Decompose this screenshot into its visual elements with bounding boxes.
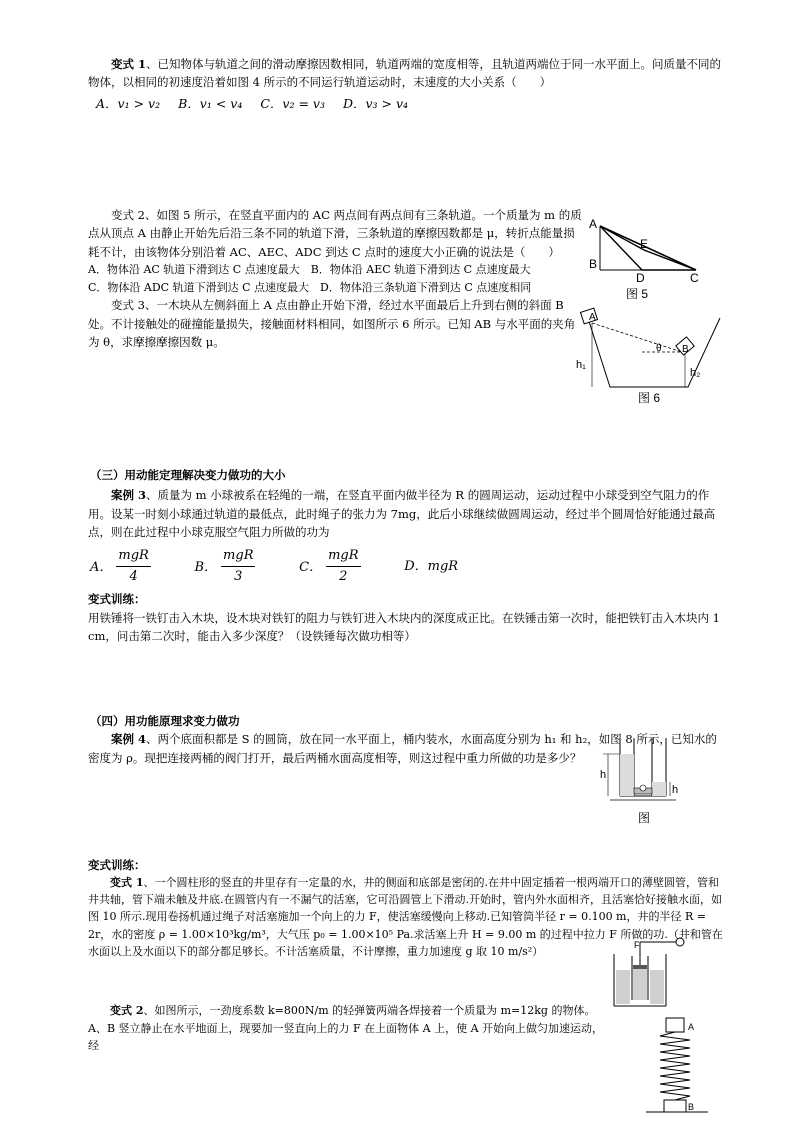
section-4-title: （四）用功能原理求变力做功 xyxy=(90,714,240,728)
fig5-label-b: B xyxy=(589,257,598,271)
fig8-label-h1: h xyxy=(600,769,607,781)
case-3-option-a-label: A． xyxy=(90,559,113,575)
fig6-label-h2: h₂ xyxy=(690,367,701,379)
fig6-label-theta: θ xyxy=(656,343,662,354)
case-3-option-c-denominator: 2 xyxy=(339,569,348,585)
training-2-v2-block xyxy=(88,1002,608,1055)
case-3-label: 案例 3 xyxy=(111,488,147,503)
fig6-label-a: A xyxy=(589,312,596,323)
case-3-option-a xyxy=(90,546,155,589)
training-2-v1-label: 变式 1 xyxy=(110,876,144,890)
fig6-label-b: B xyxy=(682,344,689,355)
figure-6 xyxy=(570,302,728,406)
case-4-label: 案例 4 xyxy=(111,732,147,747)
section-3-title: （三）用动能定理解决变力做功的大小 xyxy=(90,468,286,482)
training-2-v2-label: 变式 2 xyxy=(110,1004,144,1017)
variant-1-option-c: C．v₂ = v₃ xyxy=(260,95,325,111)
case-3-option-a-numerator: mgR xyxy=(116,546,150,568)
variant-2-text: 、如图 5 所示，在竖直平面内的 AC 两点间有两点间有三条轨道。一个质量为 m 的质点从顶点 A 由静止开始先后沿三条不同的轨道下滑，三条轨道的摩擦因数都是 μ，转折点能量损耗不计，由该物体分别沿着 AC、AEC、ADC 到达 C 点时的速度大小正确的说法是（ ） xyxy=(88,208,582,259)
case-3-option-b-fraction xyxy=(221,546,255,589)
training-2-label: 变式训练： xyxy=(88,858,146,872)
training-2-v1-text: 、一个圆柱形的竖直的井里存有一定量的水，井的侧面和底部是密闭的.在井中固定插着一根两端开口的薄壁圆管，管和井共轴，管下端未触及井底.在圆管内有一不漏气的活塞，它可沿圆管上下滑动.开始时，管内外水面相齐，且活塞恰好接触水面，如图 10 所示.现用卷扬机通过绳子对活塞施加一个向上的力 F，使活塞缓慢向上移动.已知管筒半径 r = 0.100 m，井的半径 R = 2r，水的密度 ρ = 1.00×10³kg/m³，大气压 p₀ = 1.00×10⁵ Pa.求活塞上升 H = 9.00 m 的过程中拉力 F 所做的功.（井和管在水面以上及水面以下的部分都足够长。不计活塞质量，不计摩擦，重力加速度 g 取 10 m/s²） xyxy=(88,876,723,958)
variant-2-block xyxy=(88,206,582,352)
fig5-caption: 图 5 xyxy=(626,287,649,301)
fig8-caption: 图 xyxy=(638,811,651,825)
variant-1-option-a: A．v₁ > v₂ xyxy=(96,95,161,111)
case-3-option-a-denominator: 4 xyxy=(129,569,138,585)
spring-label-a: A xyxy=(688,1022,695,1032)
fig8-label-h2: h xyxy=(672,784,679,796)
case-3-option-c xyxy=(299,546,364,589)
figure-5 xyxy=(586,214,710,304)
case-3-option-d: D．mgR xyxy=(404,559,459,575)
case-3-option-b-denominator: 3 xyxy=(234,569,243,585)
section-3-block xyxy=(88,466,728,645)
case-3-options xyxy=(88,546,728,589)
variant-3-label: 变式 3 xyxy=(111,298,145,313)
case-3-option-a-fraction xyxy=(116,546,150,589)
fig10-label-f: F xyxy=(634,940,640,950)
variant-3-paragraph xyxy=(88,296,582,351)
spring-label-b: B xyxy=(688,1102,695,1112)
fig5-label-a: A xyxy=(589,217,598,231)
variant-1-options xyxy=(88,94,728,114)
variant-1-paragraph xyxy=(88,55,728,92)
section-3-train-text: 用铁锤将一铁钉击入木块，设木块对铁钉的阻力与铁钉进入木块内的深度成正比。在铁锤击第一次时，能把铁钉击入木块内 1 cm，问击第二次时，能击入多少深度？（设铁锤每次做功相等） xyxy=(88,610,720,643)
case-3-option-c-numerator: mgR xyxy=(326,546,360,568)
figure-10 xyxy=(606,934,690,1014)
variant-1-option-b: B．v₁ < v₄ xyxy=(178,95,243,111)
variant-2-options-ab: A．物体沿 AC 轨道下滑到达 C 点速度最大 B．物体沿 AEC 轨道下滑到达 C 点速度最大 xyxy=(88,263,531,277)
case-3-option-b-label: B． xyxy=(194,559,218,575)
case-3-option-b-numerator: mgR xyxy=(221,546,255,568)
variant-1-block xyxy=(88,55,728,114)
variant-2-label: 变式 2 xyxy=(111,208,145,222)
case-3-option-c-fraction xyxy=(326,546,360,589)
variant-3-text: 、一木块从左侧斜面上 A 点由静止开始下滑，经过水平面最后上升到右侧的斜面 B 处。不计接触处的碰撞能量损失，接触面材料相同，如图所示 6 所示。已知 AB 与水平面的夹角为 θ，求摩擦摩擦因数 μ。 xyxy=(88,298,576,350)
section-3-train-label: 变式训练： xyxy=(88,592,146,607)
variant-2-paragraph xyxy=(88,206,582,261)
case-3-text: 、质量为 m 小球被系在轻绳的一端，在竖直平面内做半径为 R 的圆周运动，运动过程中小球受到空气阻力的作用。设某一时刻小球通过轨道的最低点，此时绳子的张力为 7mg，此后小球继续做圆周运动，经过半个圆周恰好能通过最高点，则在此过程中小球克服空气阻力所做的功为 xyxy=(88,488,716,540)
training-2-v2-paragraph xyxy=(88,1002,608,1055)
variant-2-options-cd: C．物体沿 ADC 轨道下滑到达 C 点速度最大 D．物体沿三条轨道下滑到达 C 点速度相同 xyxy=(88,280,532,294)
fig5-label-c: C xyxy=(690,271,699,285)
fig6-caption: 图 6 xyxy=(638,391,661,405)
case-3-option-b xyxy=(194,546,259,589)
fig5-label-d: D xyxy=(636,271,645,285)
training-2-v2-text: 、如图所示，一劲度系数 k=800N/m 的轻弹簧两端各焊接着一个质量为 m=12kg 的物体。A、B 竖立静止在水平地面上，现要加一竖直向上的力 F 在上面物体 A 上，使 A 开始向上做匀加速运动，经 xyxy=(88,1004,604,1053)
fig6-label-h1: h₁ xyxy=(576,359,586,371)
figure-8 xyxy=(600,734,690,826)
case-3-paragraph xyxy=(88,486,728,541)
variant-1-text: 、已知物体与轨道之间的滑动摩擦因数相同，轨道两端的宽度相等，且轨道两端位于同一水平面上。问质量不同的物体，以相同的初速度沿着如图 4 所示的不同运行轨道运动时，末速度的大小关系（ ） xyxy=(88,57,722,90)
variant-1-option-d: D．v₃ > v₄ xyxy=(342,95,409,111)
case-3-option-c-label: C． xyxy=(299,559,323,575)
case-4-text: 、两个底面积都是 S 的圆筒，放在同一水平面上，桶内装水，水面高度分别为 h₁ 和 h₂，如图 8 所示，已知水的密度为 ρ。现把连接两桶的阀门打开，最后两桶水面高度相等，则这过程中重力所做的功是多少？ xyxy=(88,732,717,765)
variant-1-label: 变式 1 xyxy=(111,57,147,71)
fig5-label-e: E xyxy=(640,237,649,251)
figure-spring xyxy=(636,1016,716,1116)
